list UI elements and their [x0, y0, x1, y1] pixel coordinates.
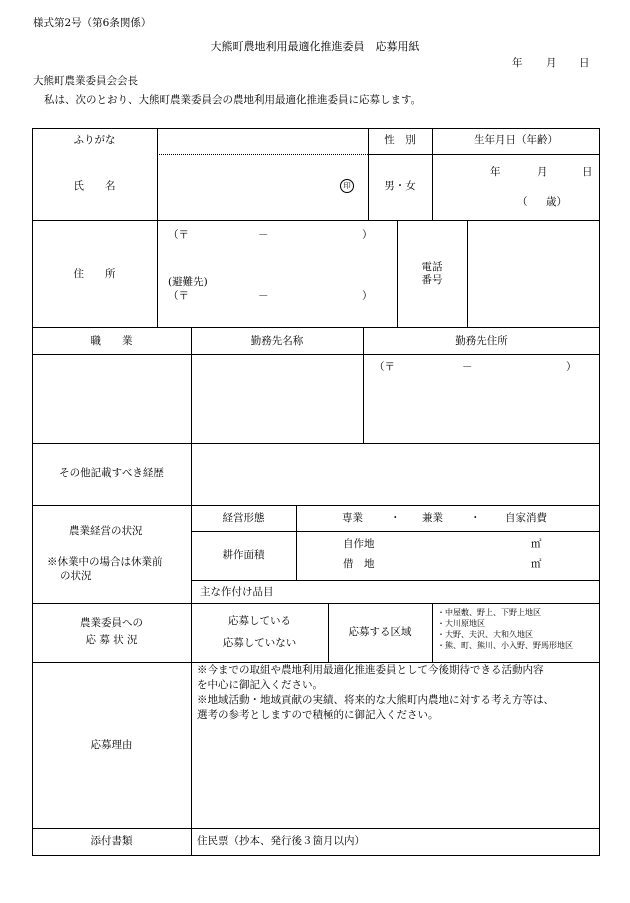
crops-label: 主な作付け品目	[200, 586, 274, 598]
committee-label-line1: 農業委員への	[80, 617, 143, 629]
own-land-label: 自作地	[343, 538, 375, 550]
region-option: ・熊、町、熊川、小入野、野馬形地区	[437, 641, 573, 650]
reason-instruction: ※地域活動・地域貢献の実績、将来的な大熊町内農地に対する考え方等は、	[197, 694, 554, 706]
col-divider	[296, 505, 297, 580]
work-postal-close: ）	[566, 361, 577, 373]
age-close: 歳）	[546, 196, 567, 208]
birth-year-label: 年	[490, 166, 501, 178]
committee-label-line2: 応 募 状 況	[85, 634, 138, 646]
farming-label: 農業経営の状況	[69, 525, 143, 537]
date-year-label: 年	[512, 57, 523, 69]
name-label: 氏 名	[73, 180, 116, 192]
work-postal-open: （〒	[374, 361, 395, 373]
reason-instruction: 選考の参考としますので積極的に御記入ください。	[197, 709, 439, 721]
row-divider	[32, 443, 600, 444]
birth-label: 生年月日（年齢）	[474, 134, 558, 146]
farming-note-line1: ※休業中の場合は休業前	[47, 556, 163, 568]
row-divider	[32, 220, 600, 221]
seal-mark: 印	[340, 179, 354, 193]
own-land-unit: ㎡	[531, 538, 542, 550]
evac-postal-open: （〒	[168, 290, 189, 302]
not-applying-option: 応募していない	[222, 637, 297, 649]
attachment-value: 住民票（抄本、発行後３箇月以内）	[197, 835, 365, 847]
row-divider	[32, 603, 600, 604]
workplace-name-label: 勤務先名称	[250, 335, 304, 347]
leased-land-label: 借 地	[343, 558, 375, 570]
evac-postal-close: ）	[362, 290, 373, 302]
reason-instruction: を中心に御記入ください。	[197, 679, 323, 691]
col-divider	[432, 603, 433, 662]
row-divider	[368, 154, 600, 155]
row-divider	[32, 505, 600, 506]
birth-day-label: 日	[582, 166, 593, 178]
region-option: ・大野、夫沢、大和久地区	[437, 630, 533, 639]
region-option: ・中屋敷、野上、下野上地区	[437, 608, 541, 617]
reason-instruction: ※今までの取組や農地利用最適化推進委員として今後期待できる活動内容	[197, 664, 544, 676]
postal-open: （〒	[168, 229, 189, 241]
application-statement: 私は、次のとおり、大熊町農業委員会の農地利用最適化推進委員に応募します。	[44, 94, 422, 106]
row-divider	[32, 828, 600, 829]
col-divider	[157, 128, 158, 220]
evac-postal-dash: －	[258, 290, 269, 302]
col-divider	[191, 443, 192, 505]
farming-note-line2: の状況	[60, 570, 92, 582]
phone-label-line2: 番号	[421, 274, 443, 286]
phone-label-line1: 電話	[421, 261, 443, 273]
history-label: その他記載すべき経歴	[59, 467, 164, 479]
age-open: （	[517, 196, 528, 208]
row-divider	[191, 531, 600, 532]
form-number: 様式第2号（第6条関係）	[33, 17, 152, 29]
leased-land-unit: ㎡	[531, 558, 542, 570]
furigana-dotted-line	[157, 154, 368, 155]
mgmt-option-selfuse: 自家消費	[505, 512, 547, 524]
col-divider	[467, 220, 468, 327]
evacuation-label: (避難先)	[168, 276, 208, 288]
mgmt-separator: ・	[390, 512, 401, 524]
col-divider	[191, 662, 192, 856]
birth-month-label: 月	[537, 166, 548, 178]
col-divider	[157, 220, 158, 327]
gender-options: 男・女	[384, 180, 416, 192]
row-divider	[32, 662, 600, 663]
applying-option: 応募している	[228, 615, 291, 627]
attachment-label: 添付書類	[90, 835, 133, 847]
address-label: 住 所	[73, 268, 116, 280]
row-divider	[191, 580, 600, 581]
row-divider	[32, 354, 600, 355]
date-month-label: 月	[546, 57, 557, 69]
region-label: 応募する区域	[348, 626, 412, 638]
date-day-label: 日	[579, 57, 590, 69]
management-label: 経営形態	[222, 512, 265, 524]
mgmt-option-parttime: 兼業	[422, 512, 443, 524]
row-divider	[32, 327, 600, 328]
furigana-label: ふりがな	[73, 134, 116, 146]
area-label: 耕作面積	[222, 549, 265, 561]
occupation-label: 職 業	[90, 335, 133, 347]
col-divider	[191, 603, 192, 662]
mgmt-separator: ・	[470, 512, 481, 524]
gender-label: 性 別	[384, 134, 416, 146]
region-option: ・大川原地区	[437, 619, 485, 628]
work-postal-dash: －	[462, 361, 473, 373]
postal-close: ）	[362, 229, 373, 241]
reason-label: 応募理由	[90, 739, 133, 751]
form-title: 大熊町農地利用最適化推進委員 応募用紙	[210, 40, 420, 53]
mgmt-option-fulltime: 専業	[342, 512, 363, 524]
addressee: 大熊町農業委員会会長	[33, 75, 138, 87]
workplace-address-label: 勤務先住所	[455, 335, 508, 347]
postal-dash: －	[258, 229, 269, 241]
